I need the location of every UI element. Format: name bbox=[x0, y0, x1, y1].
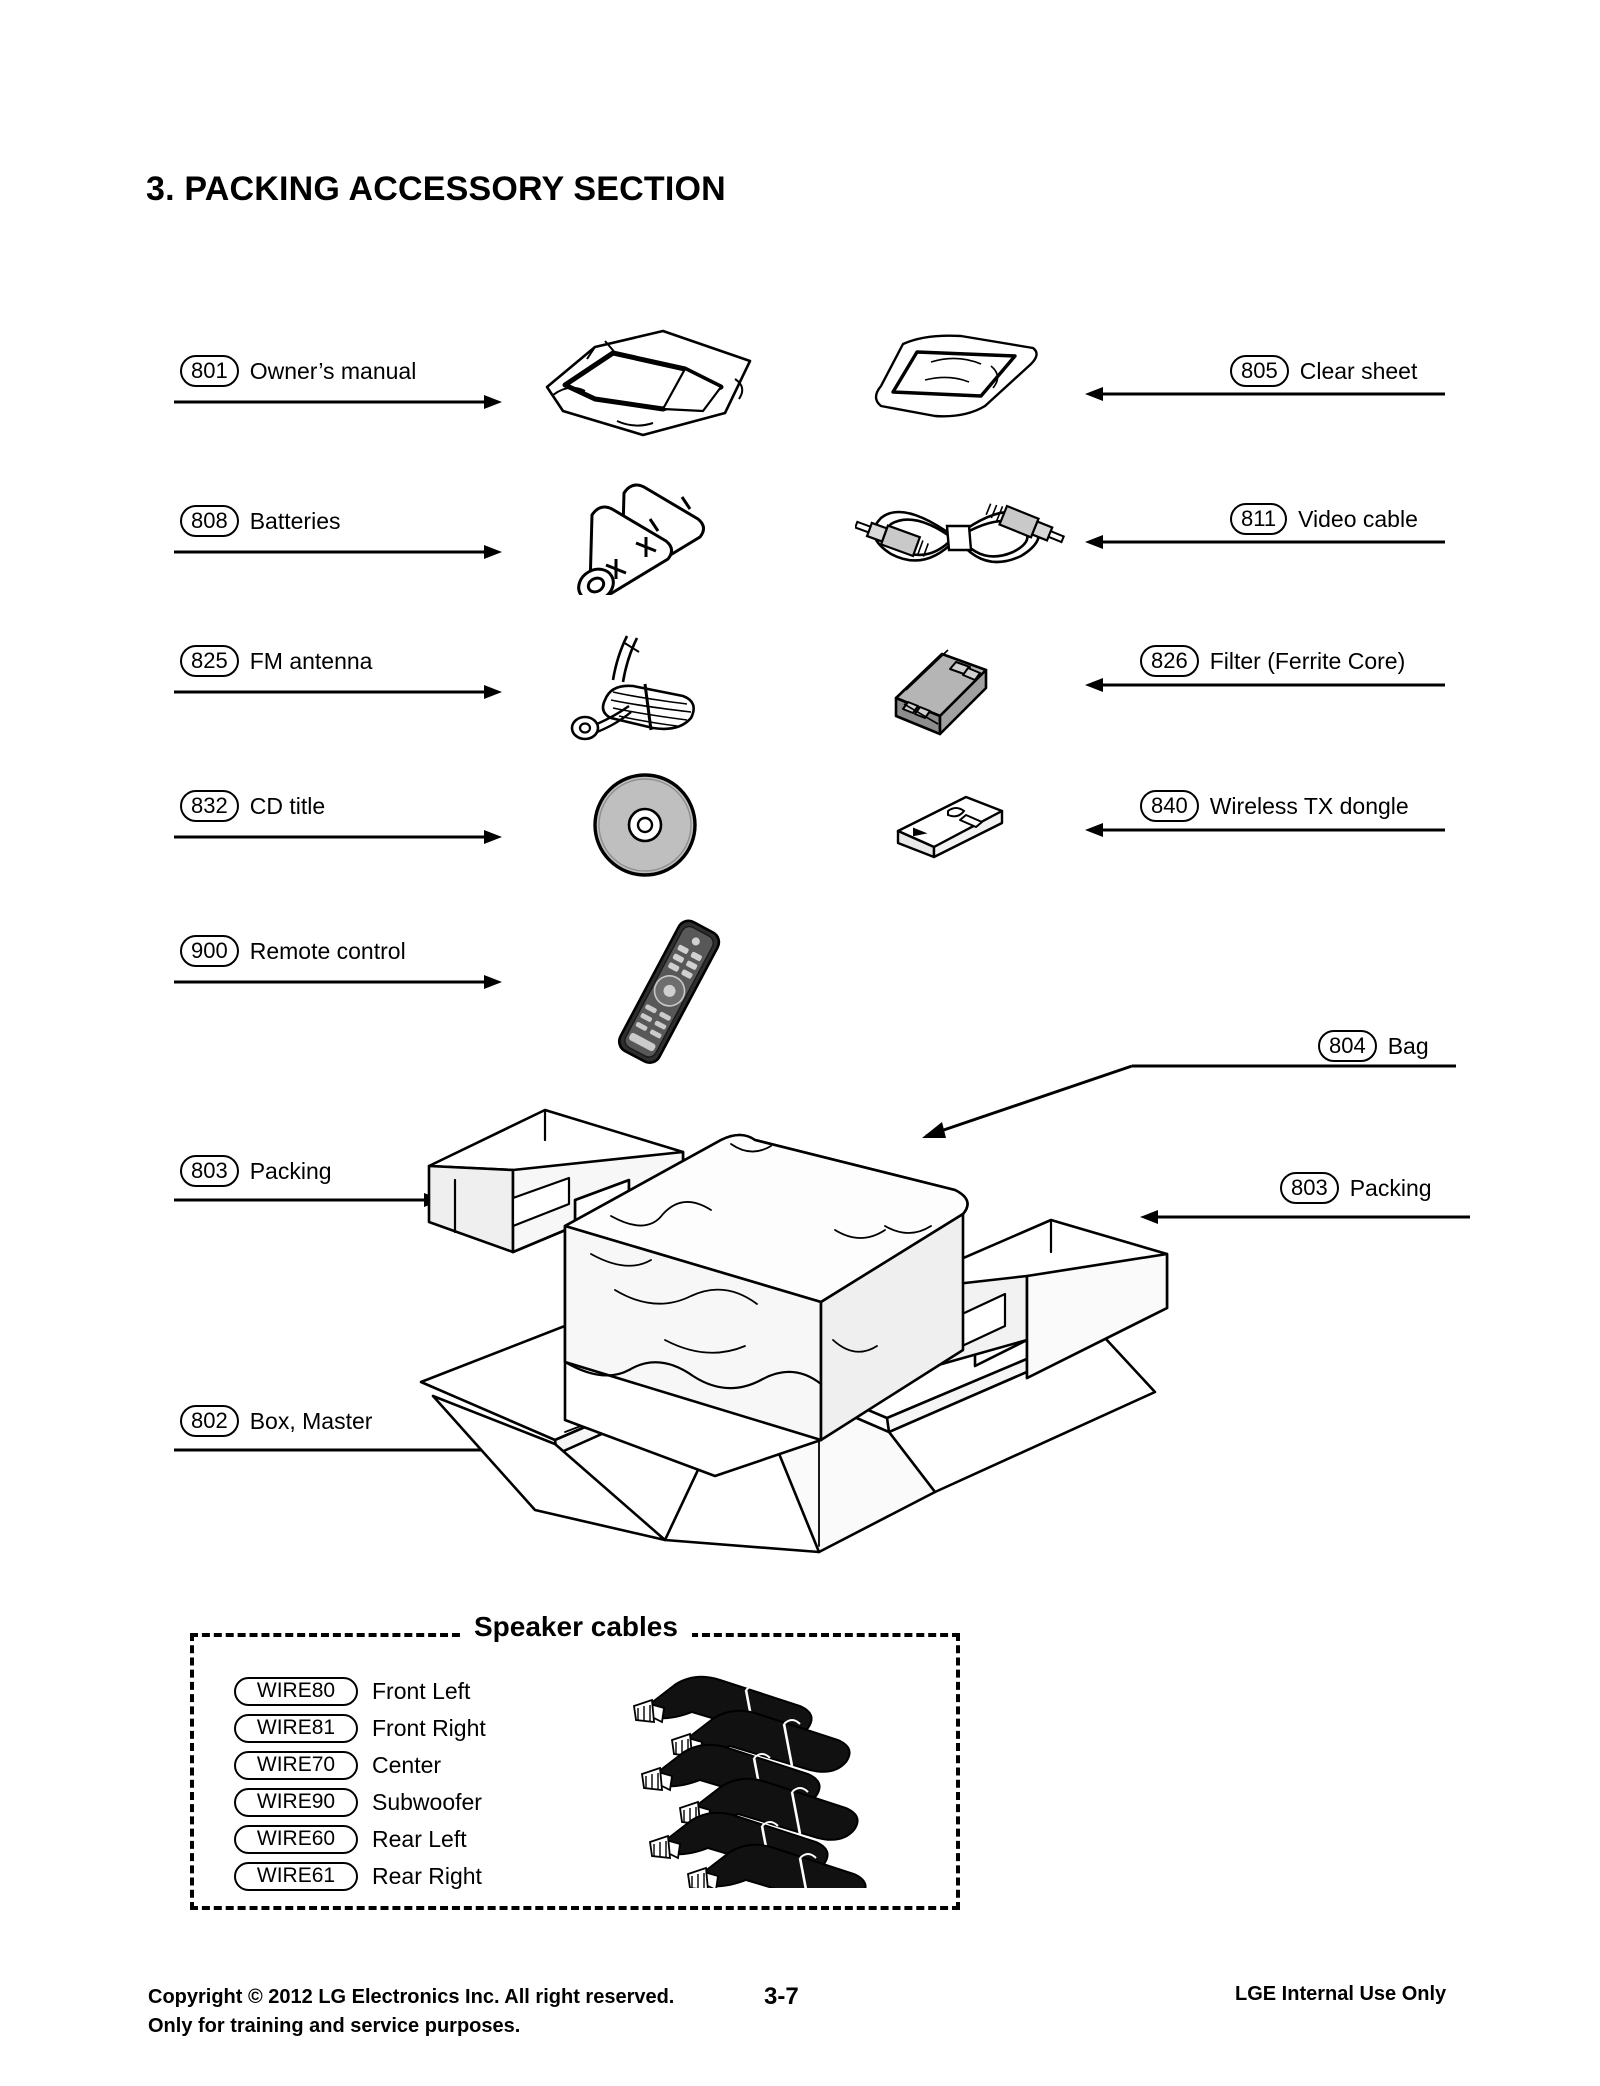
batteries-icon bbox=[570, 475, 730, 595]
owners-manual-icon bbox=[535, 325, 765, 440]
wire-label-wire81: Front Right bbox=[372, 1715, 486, 1741]
copyright-line-2: Only for training and service purposes. bbox=[148, 2015, 521, 2037]
ref-bubble-wire81: WIRE81 bbox=[234, 1714, 358, 1743]
ref-bubble-wire70: WIRE70 bbox=[234, 1751, 358, 1780]
callout-803-right bbox=[1280, 1172, 1432, 1204]
wire-row bbox=[234, 1821, 486, 1858]
leader-arrow-803-left bbox=[172, 1188, 442, 1212]
ref-bubble-803-right: 803 bbox=[1280, 1172, 1339, 1204]
leader-arrow-803-right bbox=[1140, 1205, 1470, 1229]
ref-bubble-811: 811 bbox=[1230, 503, 1287, 535]
wire-row bbox=[234, 1747, 486, 1784]
callout-900 bbox=[180, 935, 406, 967]
ref-bubble-803-left: 803 bbox=[180, 1155, 239, 1187]
speaker-cables-list bbox=[234, 1673, 486, 1895]
leader-arrow-826 bbox=[1085, 673, 1445, 697]
callout-825 bbox=[180, 645, 372, 677]
callout-label-802: Box, Master bbox=[249, 1407, 373, 1434]
fm-antenna-icon bbox=[565, 630, 725, 750]
speaker-cables-title: Speaker cables bbox=[460, 1611, 692, 1643]
leader-arrow-801 bbox=[172, 390, 502, 414]
wire-row bbox=[234, 1858, 486, 1895]
ferrite-filter-icon bbox=[890, 640, 1000, 740]
callout-label-832: CD title bbox=[249, 792, 326, 819]
wire-row bbox=[234, 1784, 486, 1821]
leader-arrow-805 bbox=[1085, 382, 1445, 406]
wire-label-wire90: Subwoofer bbox=[372, 1789, 482, 1815]
leader-arrow-811 bbox=[1085, 530, 1445, 554]
wire-row bbox=[234, 1710, 486, 1747]
callout-label-801: Owner’s manual bbox=[249, 357, 417, 384]
clear-sheet-icon bbox=[865, 330, 1045, 425]
leader-arrow-825 bbox=[172, 680, 502, 704]
wire-label-wire60: Rear Left bbox=[372, 1826, 467, 1852]
leader-arrow-900 bbox=[172, 970, 502, 994]
callout-label-803-left: Packing bbox=[249, 1157, 332, 1184]
wire-row bbox=[234, 1673, 486, 1710]
ref-bubble-wire60: WIRE60 bbox=[234, 1825, 358, 1854]
wire-label-wire61: Rear Right bbox=[372, 1863, 482, 1889]
ref-bubble-wire80: WIRE80 bbox=[234, 1677, 358, 1706]
internal-use-notice: LGE Internal Use Only bbox=[1235, 1983, 1447, 2005]
callout-832 bbox=[180, 790, 325, 822]
callout-label-804: Bag bbox=[1387, 1032, 1429, 1059]
wire-label-wire70: Center bbox=[372, 1752, 442, 1778]
copyright-line-1: Copyright © 2012 LG Electronics Inc. All right reserved. bbox=[148, 1986, 675, 2008]
callout-label-900: Remote control bbox=[249, 937, 406, 964]
wire-label-wire80: Front Left bbox=[372, 1678, 471, 1704]
video-cable-icon bbox=[855, 480, 1065, 590]
cd-disc-icon bbox=[590, 770, 700, 880]
leader-arrow-832 bbox=[172, 825, 502, 849]
callout-808 bbox=[180, 505, 340, 537]
callout-label-825: FM antenna bbox=[249, 647, 373, 674]
page-title: 3. PACKING ACCESSORY SECTION bbox=[146, 170, 726, 208]
callout-801 bbox=[180, 355, 416, 387]
ref-bubble-826: 826 bbox=[1140, 645, 1199, 677]
page-number: 3-7 bbox=[764, 1983, 799, 2010]
ref-bubble-802: 802 bbox=[180, 1405, 239, 1437]
callout-label-808: Batteries bbox=[249, 507, 341, 534]
ref-bubble-900: 900 bbox=[180, 935, 239, 967]
callout-label-826: Filter (Ferrite Core) bbox=[1209, 647, 1406, 674]
callout-label-811: Video cable bbox=[1298, 505, 1418, 532]
callout-label-840: Wireless TX dongle bbox=[1209, 792, 1409, 819]
ref-bubble-wire61: WIRE61 bbox=[234, 1862, 358, 1891]
packing-assembly-illustration bbox=[415, 1040, 1175, 1560]
callout-802 bbox=[180, 1405, 372, 1437]
ref-bubble-804: 804 bbox=[1318, 1030, 1377, 1062]
callout-label-805: Clear sheet bbox=[1299, 357, 1418, 384]
speaker-cables-panel bbox=[190, 1611, 960, 1910]
ref-bubble-801: 801 bbox=[180, 355, 239, 387]
ref-bubble-825: 825 bbox=[180, 645, 239, 677]
page-footer bbox=[0, 1983, 1600, 2073]
usb-dongle-icon bbox=[890, 785, 1010, 865]
callout-803-left bbox=[180, 1155, 332, 1187]
callout-label-803-right: Packing bbox=[1349, 1174, 1432, 1201]
ref-bubble-wire90: WIRE90 bbox=[234, 1788, 358, 1817]
leader-arrow-840 bbox=[1085, 818, 1445, 842]
ref-bubble-840: 840 bbox=[1140, 790, 1199, 822]
ref-bubble-832: 832 bbox=[180, 790, 239, 822]
ref-bubble-808: 808 bbox=[180, 505, 239, 537]
speaker-cable-bundles-icon bbox=[610, 1668, 930, 1888]
copyright-notice bbox=[148, 1983, 674, 2041]
ref-bubble-805: 805 bbox=[1230, 355, 1289, 387]
leader-arrow-808 bbox=[172, 540, 502, 564]
